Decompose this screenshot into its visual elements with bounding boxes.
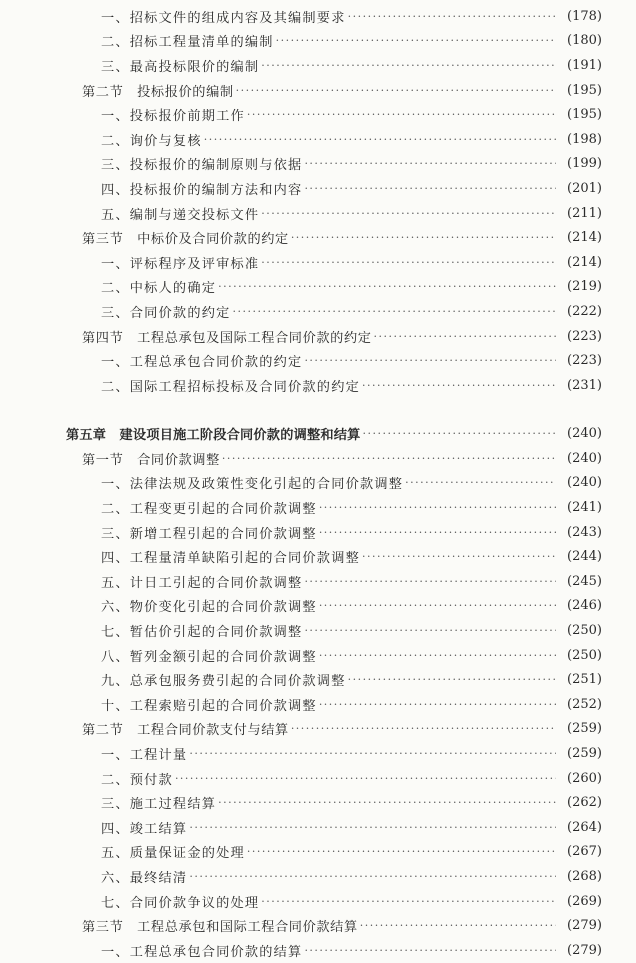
toc-item-entry [0, 889, 636, 914]
dot-leader [304, 576, 556, 587]
toc-entry-page: (259) [567, 746, 602, 762]
toc-entry-title: 第一节 合同价款调整 [82, 452, 220, 468]
dot-leader [405, 477, 556, 488]
dot-leader [304, 158, 556, 169]
table-of-contents [0, 4, 636, 963]
toc-entry-page: (214) [567, 230, 602, 246]
dot-leader [233, 306, 557, 317]
toc-entry-title: 一、工程总承包合同价款的结算 [101, 944, 303, 960]
toc-entry-title: 一、投标报价前期工作 [101, 109, 245, 125]
toc-item-entry [0, 864, 636, 889]
toc-section-entry [0, 324, 636, 349]
toc-entry-title: 六、物价变化引起的合同价款调整 [101, 600, 317, 616]
dot-leader [261, 208, 556, 219]
toc-entry-page: (178) [567, 8, 602, 24]
toc-entry-title: 三、合同价款的约定 [101, 305, 231, 321]
toc-entry-page: (260) [567, 770, 602, 786]
toc-entry-page: (191) [567, 57, 602, 73]
toc-entry-page: (259) [567, 721, 602, 737]
toc-entry-title: 二、招标工程量清单的编制 [101, 35, 274, 51]
toc-item-entry [0, 299, 636, 324]
dot-leader [348, 11, 556, 22]
toc-entry-page: (195) [567, 107, 602, 123]
toc-item-entry [0, 741, 636, 766]
toc-entry-title: 一、法律法规及政策性变化引起的合同价款调整 [101, 477, 404, 493]
toc-section-entry [0, 225, 636, 250]
toc-item-entry [0, 29, 636, 54]
toc-chapter-entry [0, 422, 636, 447]
toc-entry-title: 四、竣工结算 [101, 821, 188, 837]
toc-entry-title: 第三节 中标价及合同价款的约定 [82, 232, 289, 248]
toc-item-entry [0, 643, 636, 668]
dot-leader [222, 453, 556, 464]
toc-entry-page: (269) [567, 893, 602, 909]
toc-item-entry [0, 766, 636, 791]
dot-leader [319, 527, 556, 538]
toc-entry-title: 三、施工过程结算 [101, 797, 217, 813]
toc-entry-page: (262) [567, 795, 602, 811]
toc-entry-page: (264) [567, 819, 602, 835]
chapter-gap [0, 398, 636, 422]
toc-section-entry [0, 913, 636, 938]
dot-leader [261, 60, 556, 71]
toc-entry-page: (244) [567, 549, 602, 565]
dot-leader [304, 945, 556, 956]
toc-entry-title: 三、最高投标限价的编制 [101, 59, 260, 75]
toc-item-entry [0, 176, 636, 201]
toc-entry-title: 一、评标程序及评审标准 [101, 256, 260, 272]
toc-entry-page: (245) [567, 573, 602, 589]
toc-entry-page: (243) [567, 524, 602, 540]
toc-item-entry [0, 201, 636, 226]
toc-entry-page: (201) [567, 180, 602, 196]
dot-leader [247, 846, 556, 857]
toc-item-entry [0, 544, 636, 569]
toc-item-entry [0, 275, 636, 300]
toc-section-entry [0, 717, 636, 742]
toc-entry-title: 第三节 工程总承包和国际工程合同价款结算 [82, 920, 358, 936]
toc-entry-title: 七、合同价款争议的处理 [101, 895, 260, 911]
toc-entry-page: (267) [567, 844, 602, 860]
toc-entry-title: 第五章 建设项目施工阶段合同价款的调整和结算 [66, 428, 361, 444]
toc-entry-page: (180) [567, 33, 602, 49]
toc-entry-page: (223) [567, 328, 602, 344]
toc-entry-page: (241) [567, 500, 602, 516]
toc-entry-title: 十、工程索赔引起的合同价款调整 [101, 698, 317, 714]
toc-item-entry [0, 938, 636, 963]
toc-entry-title: 四、投标报价的编制方法和内容 [101, 182, 303, 198]
dot-leader [218, 281, 556, 292]
toc-item-entry [0, 471, 636, 496]
dot-leader [304, 625, 556, 636]
toc-entry-page: (252) [567, 696, 602, 712]
dot-leader [236, 85, 556, 96]
dot-leader [218, 797, 556, 808]
toc-entry-page: (250) [567, 647, 602, 663]
toc-entry-title: 八、暂列金额引起的合同价款调整 [101, 649, 317, 665]
dot-leader [204, 134, 556, 145]
toc-entry-title: 二、中标人的确定 [101, 281, 217, 297]
dot-leader [291, 723, 556, 734]
toc-entry-title: 九、总承包服务费引起的合同价款调整 [101, 674, 346, 690]
toc-entry-title: 五、质量保证金的处理 [101, 846, 245, 862]
dot-leader [291, 232, 556, 243]
toc-entry-page: (198) [567, 131, 602, 147]
dot-leader [304, 183, 556, 194]
toc-item-entry [0, 373, 636, 398]
dot-leader [304, 355, 556, 366]
dot-leader [360, 920, 556, 931]
dot-leader [374, 331, 556, 342]
toc-entry-page: (251) [567, 672, 602, 688]
toc-section-entry [0, 78, 636, 103]
dot-leader [319, 600, 556, 611]
toc-entry-title: 七、暂估价引起的合同价款调整 [101, 625, 303, 641]
toc-entry-page: (250) [567, 623, 602, 639]
toc-entry-page: (240) [567, 475, 602, 491]
toc-entry-page: (240) [567, 426, 602, 442]
dot-leader [362, 380, 556, 391]
dot-leader [189, 871, 556, 882]
toc-item-entry [0, 618, 636, 643]
toc-item-entry [0, 815, 636, 840]
toc-entry-title: 五、编制与递交投标文件 [101, 207, 260, 223]
dot-leader [319, 699, 556, 710]
toc-item-entry [0, 790, 636, 815]
dot-leader [247, 109, 556, 120]
toc-section-entry [0, 446, 636, 471]
toc-entry-page: (240) [567, 450, 602, 466]
dot-leader [189, 748, 556, 759]
toc-entry-page: (279) [567, 918, 602, 934]
toc-entry-page: (268) [567, 868, 602, 884]
dot-leader [276, 35, 556, 46]
toc-entry-title: 第四节 工程总承包及国际工程合同价款的约定 [82, 330, 372, 346]
toc-item-entry [0, 495, 636, 520]
toc-entry-page: (279) [567, 942, 602, 958]
toc-entry-title: 一、工程计量 [101, 748, 188, 764]
toc-item-entry [0, 53, 636, 78]
toc-item-entry [0, 520, 636, 545]
toc-entry-title: 五、计日工引起的合同价款调整 [101, 575, 303, 591]
dot-leader [319, 502, 556, 513]
toc-entry-title: 二、预付款 [101, 772, 173, 788]
dot-leader [348, 674, 556, 685]
dot-leader [175, 773, 556, 784]
toc-entry-page: (222) [567, 303, 602, 319]
toc-entry-title: 二、国际工程招标投标及合同价款的约定 [101, 379, 360, 395]
toc-entry-title: 一、工程总承包合同价款的约定 [101, 355, 303, 371]
toc-item-entry [0, 667, 636, 692]
toc-entry-title: 三、投标报价的编制原则与依据 [101, 158, 303, 174]
toc-entry-page: (246) [567, 598, 602, 614]
dot-leader [363, 428, 556, 439]
toc-entry-page: (223) [567, 353, 602, 369]
dot-leader [261, 257, 556, 268]
toc-entry-page: (231) [567, 377, 602, 393]
toc-item-entry [0, 4, 636, 29]
toc-entry-page: (214) [567, 254, 602, 270]
toc-item-entry [0, 250, 636, 275]
toc-item-entry [0, 102, 636, 127]
toc-entry-title: 四、工程量清单缺陷引起的合同价款调整 [101, 551, 360, 567]
toc-item-entry [0, 127, 636, 152]
toc-group-chapter-4 [0, 4, 636, 398]
dot-leader [362, 551, 556, 562]
toc-entry-title: 二、工程变更引起的合同价款调整 [101, 502, 317, 518]
toc-entry-page: (211) [567, 205, 602, 221]
toc-item-entry [0, 692, 636, 717]
toc-item-entry [0, 840, 636, 865]
toc-entry-title: 一、招标文件的组成内容及其编制要求 [101, 10, 346, 26]
toc-entry-title: 第二节 工程合同价款支付与结算 [82, 723, 289, 739]
toc-item-entry [0, 594, 636, 619]
toc-item-entry [0, 569, 636, 594]
toc-entry-title: 第二节 投标报价的编制 [82, 84, 234, 100]
toc-item-entry [0, 152, 636, 177]
toc-entry-page: (195) [567, 82, 602, 98]
toc-group-chapter-5 [0, 422, 636, 963]
toc-item-entry [0, 348, 636, 373]
toc-entry-title: 六、最终结清 [101, 870, 188, 886]
dot-leader [261, 896, 556, 907]
dot-leader [189, 822, 556, 833]
toc-entry-page: (219) [567, 279, 602, 295]
toc-entry-title: 三、新增工程引起的合同价款调整 [101, 526, 317, 542]
toc-entry-title: 二、询价与复核 [101, 133, 202, 149]
toc-entry-page: (199) [567, 156, 602, 172]
dot-leader [319, 650, 556, 661]
